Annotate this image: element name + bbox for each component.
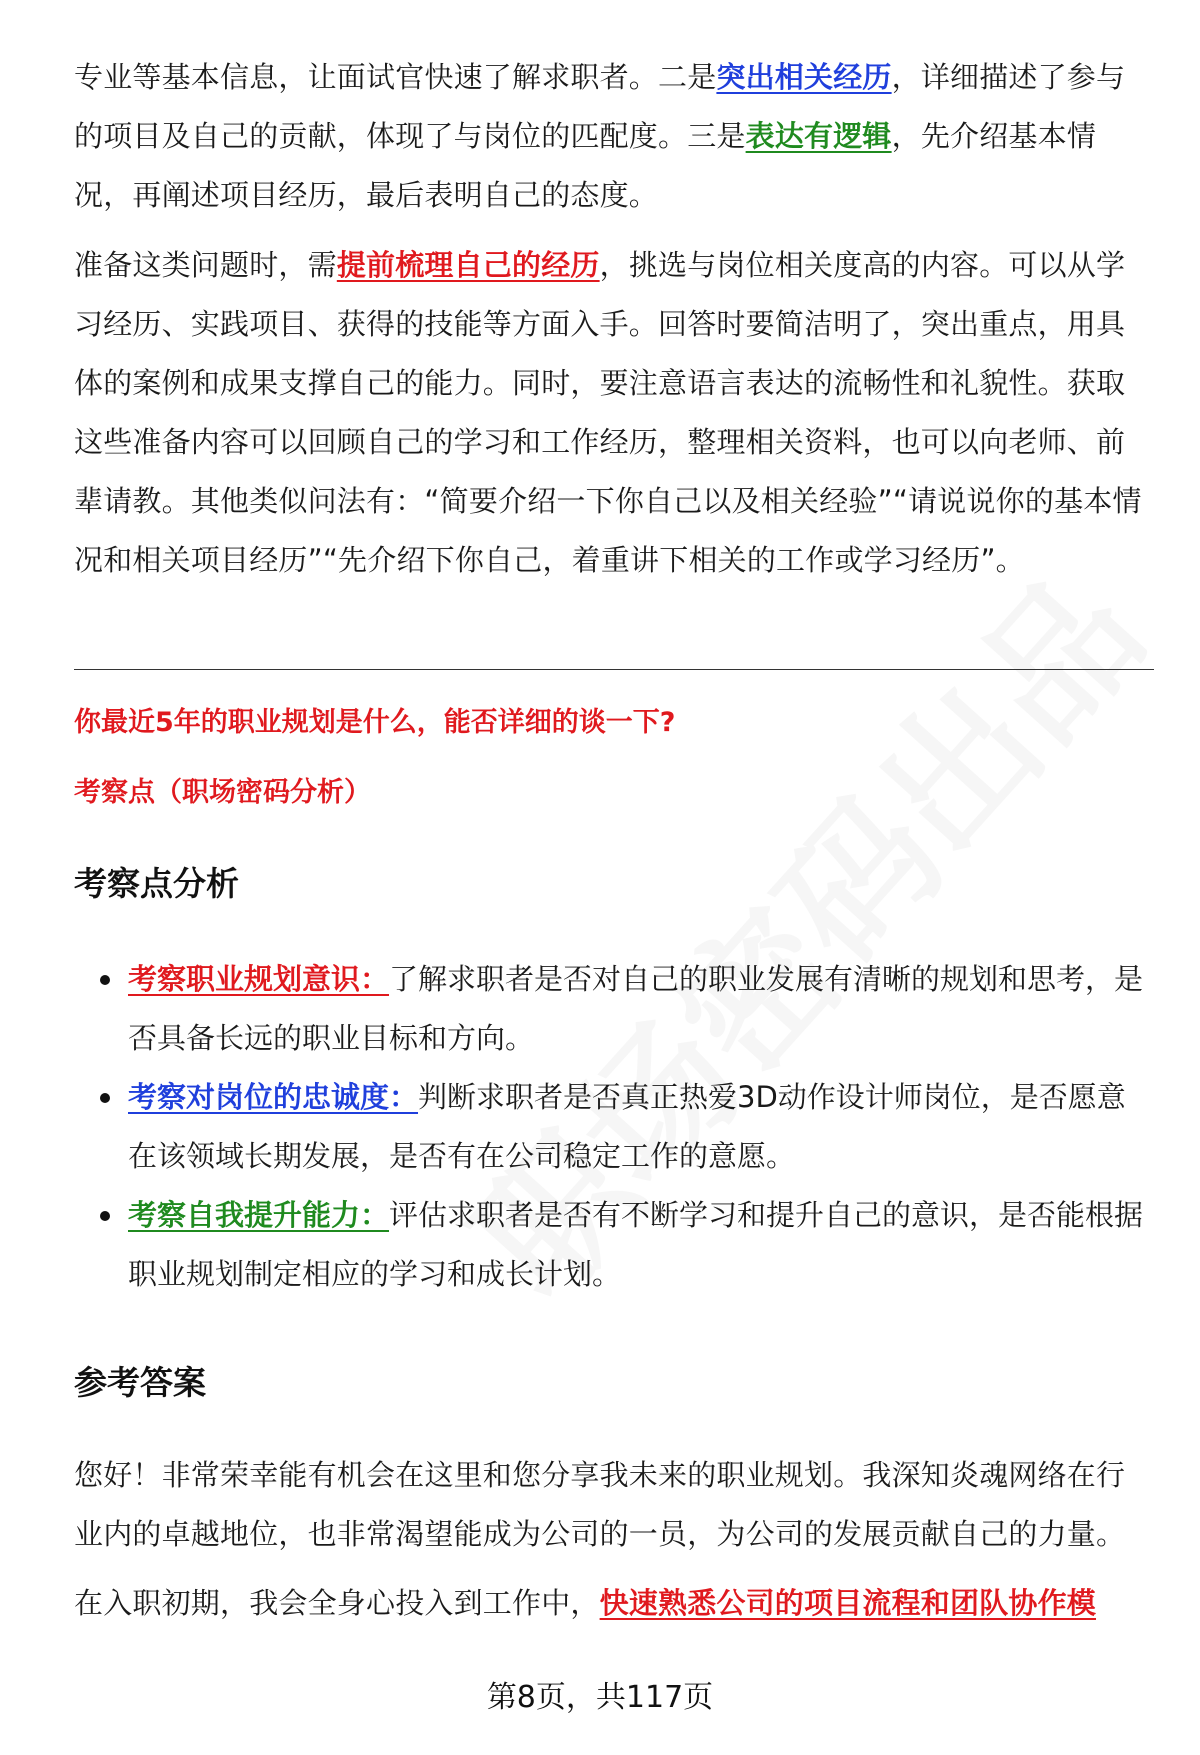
paragraph-answer-first-stage: 在入职初期，我会全身心投入到工作中，快速熟悉公司的项目流程和团队协作模 [74,1586,1097,1620]
page-number: 第8页，共117页 [486,1680,714,1715]
answer-heading: 参考答案 [74,1363,206,1402]
paragraph-answer-opening: 您好！非常荣幸能有机会在这里和您分享我未来的职业规划。我深知炎魂网络在行业内的卓越地位，也非常渴望能成为公司的一员，为公司的发展贡献自己的力量。 [74,1458,1126,1551]
bullet-label: 考察职业规划意识： [128,962,390,996]
highlight-learn-workflow: 快速熟悉公司的项目流程和团队协作模 [599,1586,1097,1620]
highlight-relevant-experience: 突出相关经历 [716,60,892,94]
analysis-list [74,950,1154,1304]
bullet-label: 考察自我提升能力： [128,1198,390,1232]
bullet-label: 考察对岗位的忠诚度： [128,1080,419,1114]
assessment-subtitle: 考察点（职场密码分析） [74,777,371,808]
list-item: 考察对岗位的忠诚度：判断求职者是否真正热爱3D动作设计师岗位，是否愿意在该领域长期发展，是否有在公司稳定工作的意愿。 [74,1068,1154,1186]
highlight-logical-expression: 表达有逻辑 [745,119,892,153]
analysis-heading: 考察点分析 [74,864,239,903]
paragraph-preparation-tips: 准备这类问题时，需提前梳理自己的经历，挑选与岗位相关度高的内容。可以从学习经历、实践项目、获得的技能等方面入手。回答时要简洁明了，突出重点，用具体的案例和成果支撑自己的能力。同时，要注意语言表达的流畅性和礼貌性。获取这些准备内容可以回顾自己的学习和工作经历，整理相关资料，也可以向老师、前辈请教。其他类似问法有：“简要介绍一下你自己以及相关经验”“请说说你的基本情况和相关项目经历”“先介绍下你自己，着重讲下相关的工作或学习经历”。 [74,248,1142,577]
section-divider [74,669,1154,670]
list-item: 考察自我提升能力：评估求职者是否有不断学习和提升自己的意识，是否能根据职业规划制定相应的学习和成长计划。 [74,1186,1154,1304]
interview-question: 你最近5年的职业规划是什么，能否详细的谈一下? [74,707,676,738]
paragraph-intro-summary: 专业等基本信息，让面试官快速了解求职者。二是突出相关经历，详细描述了参与的项目及自己的贡献，体现了与岗位的匹配度。三是表达有逻辑，先介绍基本情况，再阐述项目经历，最后表明自己的态度。 [74,60,1126,212]
highlight-review-experience: 提前梳理自己的经历 [336,248,600,282]
list-item: 考察职业规划意识：了解求职者是否对自己的职业发展有清晰的规划和思考，是否具备长远的职业目标和方向。 [74,950,1154,1068]
